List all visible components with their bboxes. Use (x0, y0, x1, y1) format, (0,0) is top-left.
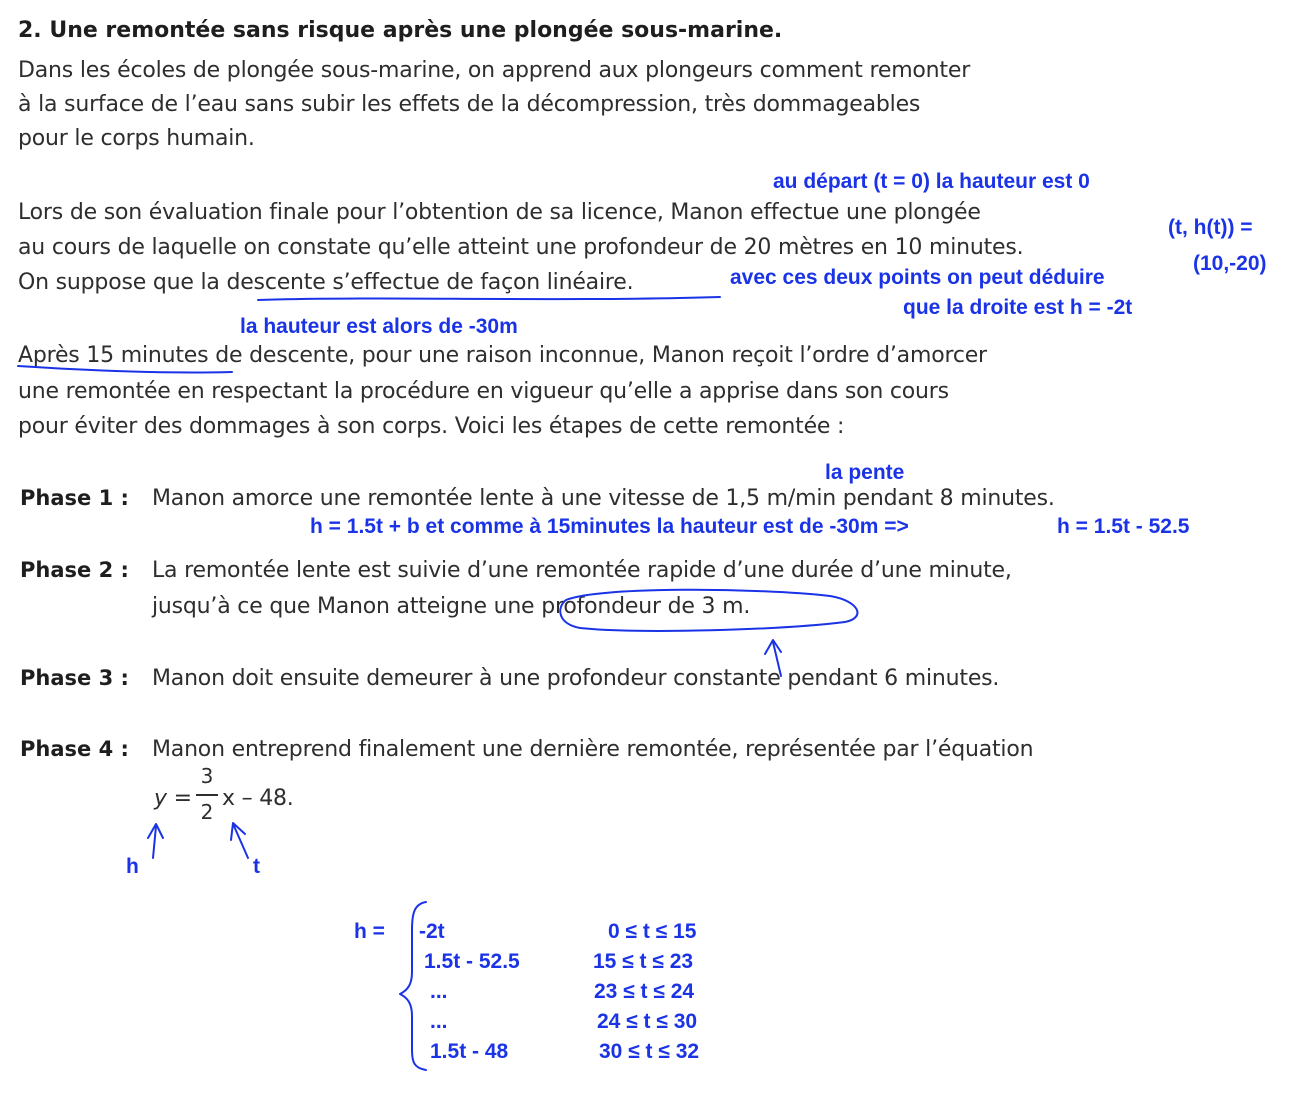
phase-3-label: Phase 3 : (20, 666, 129, 690)
piecewise-domain-3: 23 ≤ t ≤ 24 (594, 980, 695, 1003)
underline-descent (258, 297, 720, 300)
exercise-title: 2. Une remontée sans risque après une plongée sous-marine. (18, 18, 783, 43)
piecewise-expr-1: -2t (419, 920, 445, 943)
piecewise-domain-2: 15 ≤ t ≤ 23 (593, 950, 694, 973)
piecewise-expr-4: ... (430, 1010, 448, 1033)
piecewise-expr-2: 1.5t - 52.5 (424, 950, 520, 973)
piecewise-expr-3: ... (430, 980, 448, 1003)
annotation-t-label: t (253, 855, 260, 878)
equation-numerator: 3 (200, 764, 214, 788)
event-line-1: Après 15 minutes de descente, pour une raison inconnue, Manon reçoit l’ordre d’amorcer (18, 343, 987, 368)
phase-1-label: Phase 1 : (20, 486, 129, 510)
annotation-point-label: (t, h(t)) = (1168, 216, 1253, 239)
piecewise-domain-5: 30 ≤ t ≤ 32 (599, 1040, 700, 1063)
phase-3-text: Manon doit ensuite demeurer à une profondeur constante pendant 6 minutes. (152, 666, 1000, 691)
annotation-point-value: (10,-20) (1193, 252, 1267, 275)
piecewise-domain-1: 0 ≤ t ≤ 15 (608, 920, 697, 943)
annotation-slope: la pente (825, 461, 905, 484)
annotation-h-label: h (126, 855, 139, 878)
equation-rhs: x – 48. (222, 786, 294, 811)
intro-line-3: pour le corps humain. (18, 126, 255, 151)
phase-2-text-1: La remontée lente est suivie d’une remontée rapide d’une durée d’une minute, (152, 558, 1012, 583)
annotation-deduce-1: avec ces deux points on peut déduire (730, 266, 1105, 289)
piecewise-lhs: h = (354, 920, 385, 943)
annotation-height: la hauteur est alors de -30m (240, 315, 518, 338)
piecewise-domain-4: 24 ≤ t ≤ 30 (597, 1010, 698, 1033)
phase-1-text: Manon amorce une remontée lente à une vitesse de 1,5 m/min pendant 8 minutes. (152, 486, 1055, 511)
annotation-deduce-2: que la droite est h = -2t (903, 296, 1133, 319)
fraction-bar (196, 794, 218, 796)
intro-line-2: à la surface de l’eau sans subir les effets de la décompression, très dommageables (18, 92, 921, 117)
context-line-2: au cours de laquelle on constate qu’elle atteint une profondeur de 20 mètres en 10 minutes. (18, 235, 1024, 260)
context-line-3: On suppose que la descente s’effectue de façon linéaire. (18, 270, 634, 295)
arrow-to-y (153, 826, 156, 858)
phase-2-label: Phase 2 : (20, 558, 129, 582)
phase-2-text-2: jusqu’à ce que Manon atteigne une profondeur de 3 m. (152, 594, 751, 619)
event-line-2: une remontée en respectant la procédure en vigueur qu’elle a apprise dans son cours (18, 379, 949, 404)
phase-4-text: Manon entreprend finalement une dernière remontée, représentée par l’équation (152, 737, 1034, 762)
annotation-start: au départ (t = 0) la hauteur est 0 (773, 170, 1090, 193)
arrow-to-x (234, 826, 248, 858)
equation-denominator: 2 (200, 800, 214, 824)
phase-4-label: Phase 4 : (20, 737, 129, 761)
equation-lhs: y = (154, 786, 192, 811)
annotation-phase1-result: h = 1.5t - 52.5 (1057, 515, 1190, 538)
context-line-1: Lors de son évaluation finale pour l’obtention de sa licence, Manon effectue une plongée (18, 200, 981, 225)
event-line-3: pour éviter des dommages à son corps. Voici les étapes de cette remontée : (18, 414, 845, 439)
annotation-phase1: h = 1.5t + b et comme à 15minutes la hauteur est de -30m => (310, 515, 909, 538)
intro-line-1: Dans les écoles de plongée sous-marine, on apprend aux plongeurs comment remonter (18, 58, 971, 83)
piecewise-expr-5: 1.5t - 48 (430, 1040, 509, 1063)
